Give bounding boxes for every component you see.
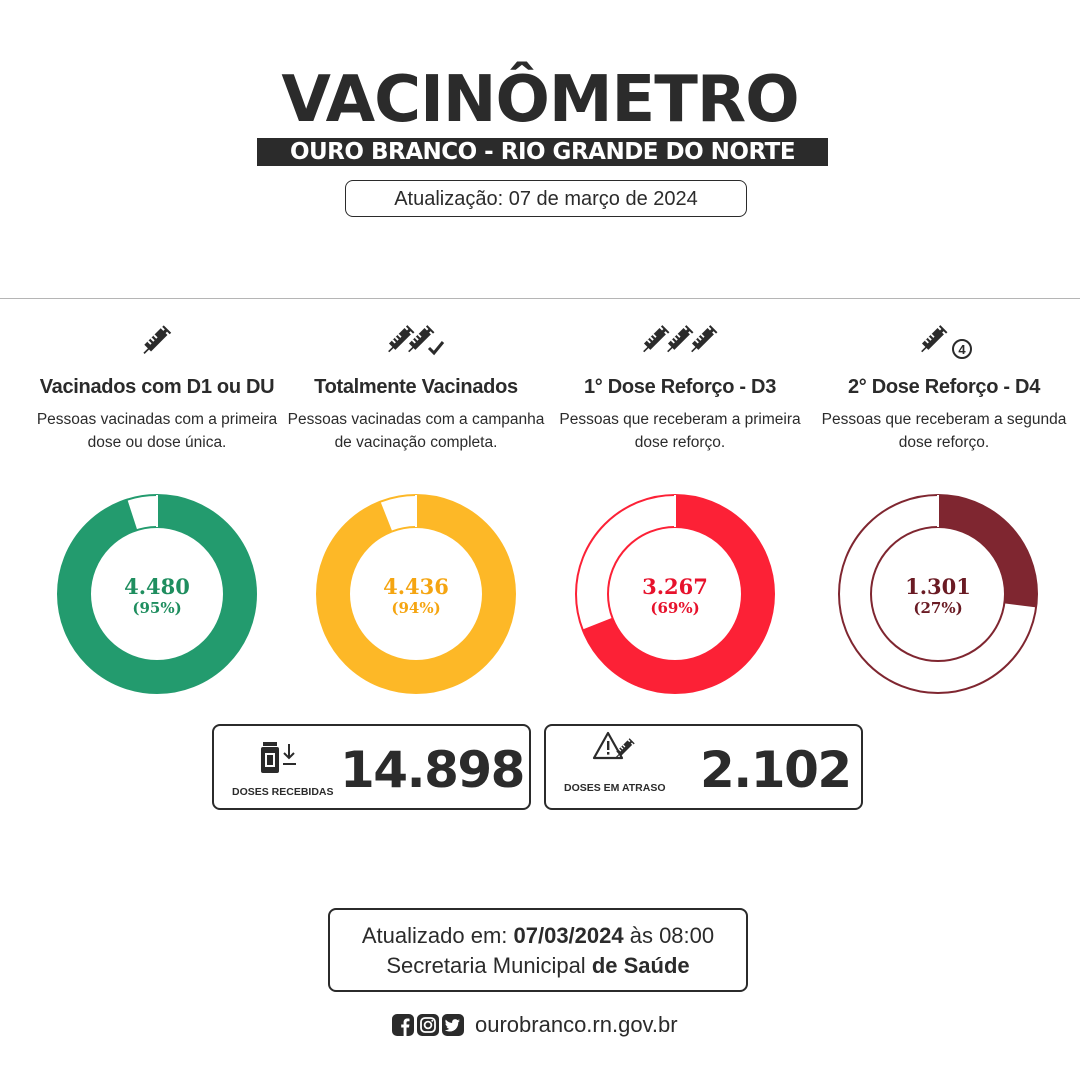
metric-description: Pessoas que receberam a segunda dose reforço. [821, 411, 1067, 451]
footer-update-box [328, 908, 748, 992]
facebook-icon[interactable] [392, 1014, 414, 1036]
footer-time: às 08:00 [623, 923, 715, 948]
doses-late-card [544, 724, 863, 810]
footer-org-prefix: Secretaria Municipal [386, 953, 592, 978]
update-date-badge: Atualização: 07 de março de 2024 [345, 180, 747, 217]
metric-title: Totalmente Vacinados [314, 376, 518, 398]
doses-received-label: DOSES RECEBIDAS [232, 786, 334, 798]
donut-chart [58, 495, 256, 693]
donut-value-label: 3.267 [642, 574, 708, 599]
metric-title: Vacinados com D1 ou DU [39, 376, 275, 398]
vaccine-vial-download-icon [260, 740, 300, 779]
doses-late-label: DOSES EM ATRASO [564, 782, 666, 794]
donut-value-label: 4.436 [383, 574, 449, 599]
donut-percent-label: (94%) [391, 599, 441, 617]
footer-prefix: Atualizado em: [361, 923, 514, 948]
donut-percent-label: (95%) [132, 599, 182, 617]
metric-description: Pessoas que receberam a primeira dose reforço. [559, 411, 801, 451]
donut-chart [317, 495, 515, 693]
donut-value-label: 4.480 [124, 574, 190, 599]
metric-title: 2° Dose Reforço - D4 [847, 376, 1041, 398]
page-title: VACINÔMETRO [281, 63, 799, 137]
instagram-icon[interactable] [417, 1014, 439, 1036]
donut-value-label: 1.301 [905, 574, 971, 599]
donut-chart [839, 495, 1037, 693]
donut-chart [576, 495, 774, 693]
twitter-icon[interactable] [442, 1014, 464, 1036]
footer-line-1 [330, 921, 746, 951]
donut-percent-label: (27%) [913, 599, 963, 617]
metric-title: 1° Dose Reforço - D3 [583, 376, 777, 398]
icon-number: 4 [958, 342, 966, 357]
doses-received-card [212, 724, 531, 810]
website-link[interactable]: ourobranco.rn.gov.br [475, 1012, 678, 1037]
metric-description: Pessoas vacinadas com a primeira dose ou dose única. [36, 411, 278, 451]
page-subtitle: OURO BRANCO - RIO GRANDE DO NORTE [257, 138, 828, 166]
doses-received-value: 14.898 [340, 741, 524, 799]
footer-date: 07/03/2024 [513, 923, 624, 948]
footer-line-2 [330, 951, 746, 981]
doses-late-value: 2.102 [700, 741, 851, 799]
metric-description: Pessoas vacinadas com a campanha de vacinação completa. [287, 411, 545, 451]
footer-org-bold: de Saúde [591, 953, 690, 978]
social-links [392, 1011, 678, 1039]
donut-percent-label: (69%) [650, 599, 700, 617]
warning-syringe-icon [592, 730, 640, 775]
